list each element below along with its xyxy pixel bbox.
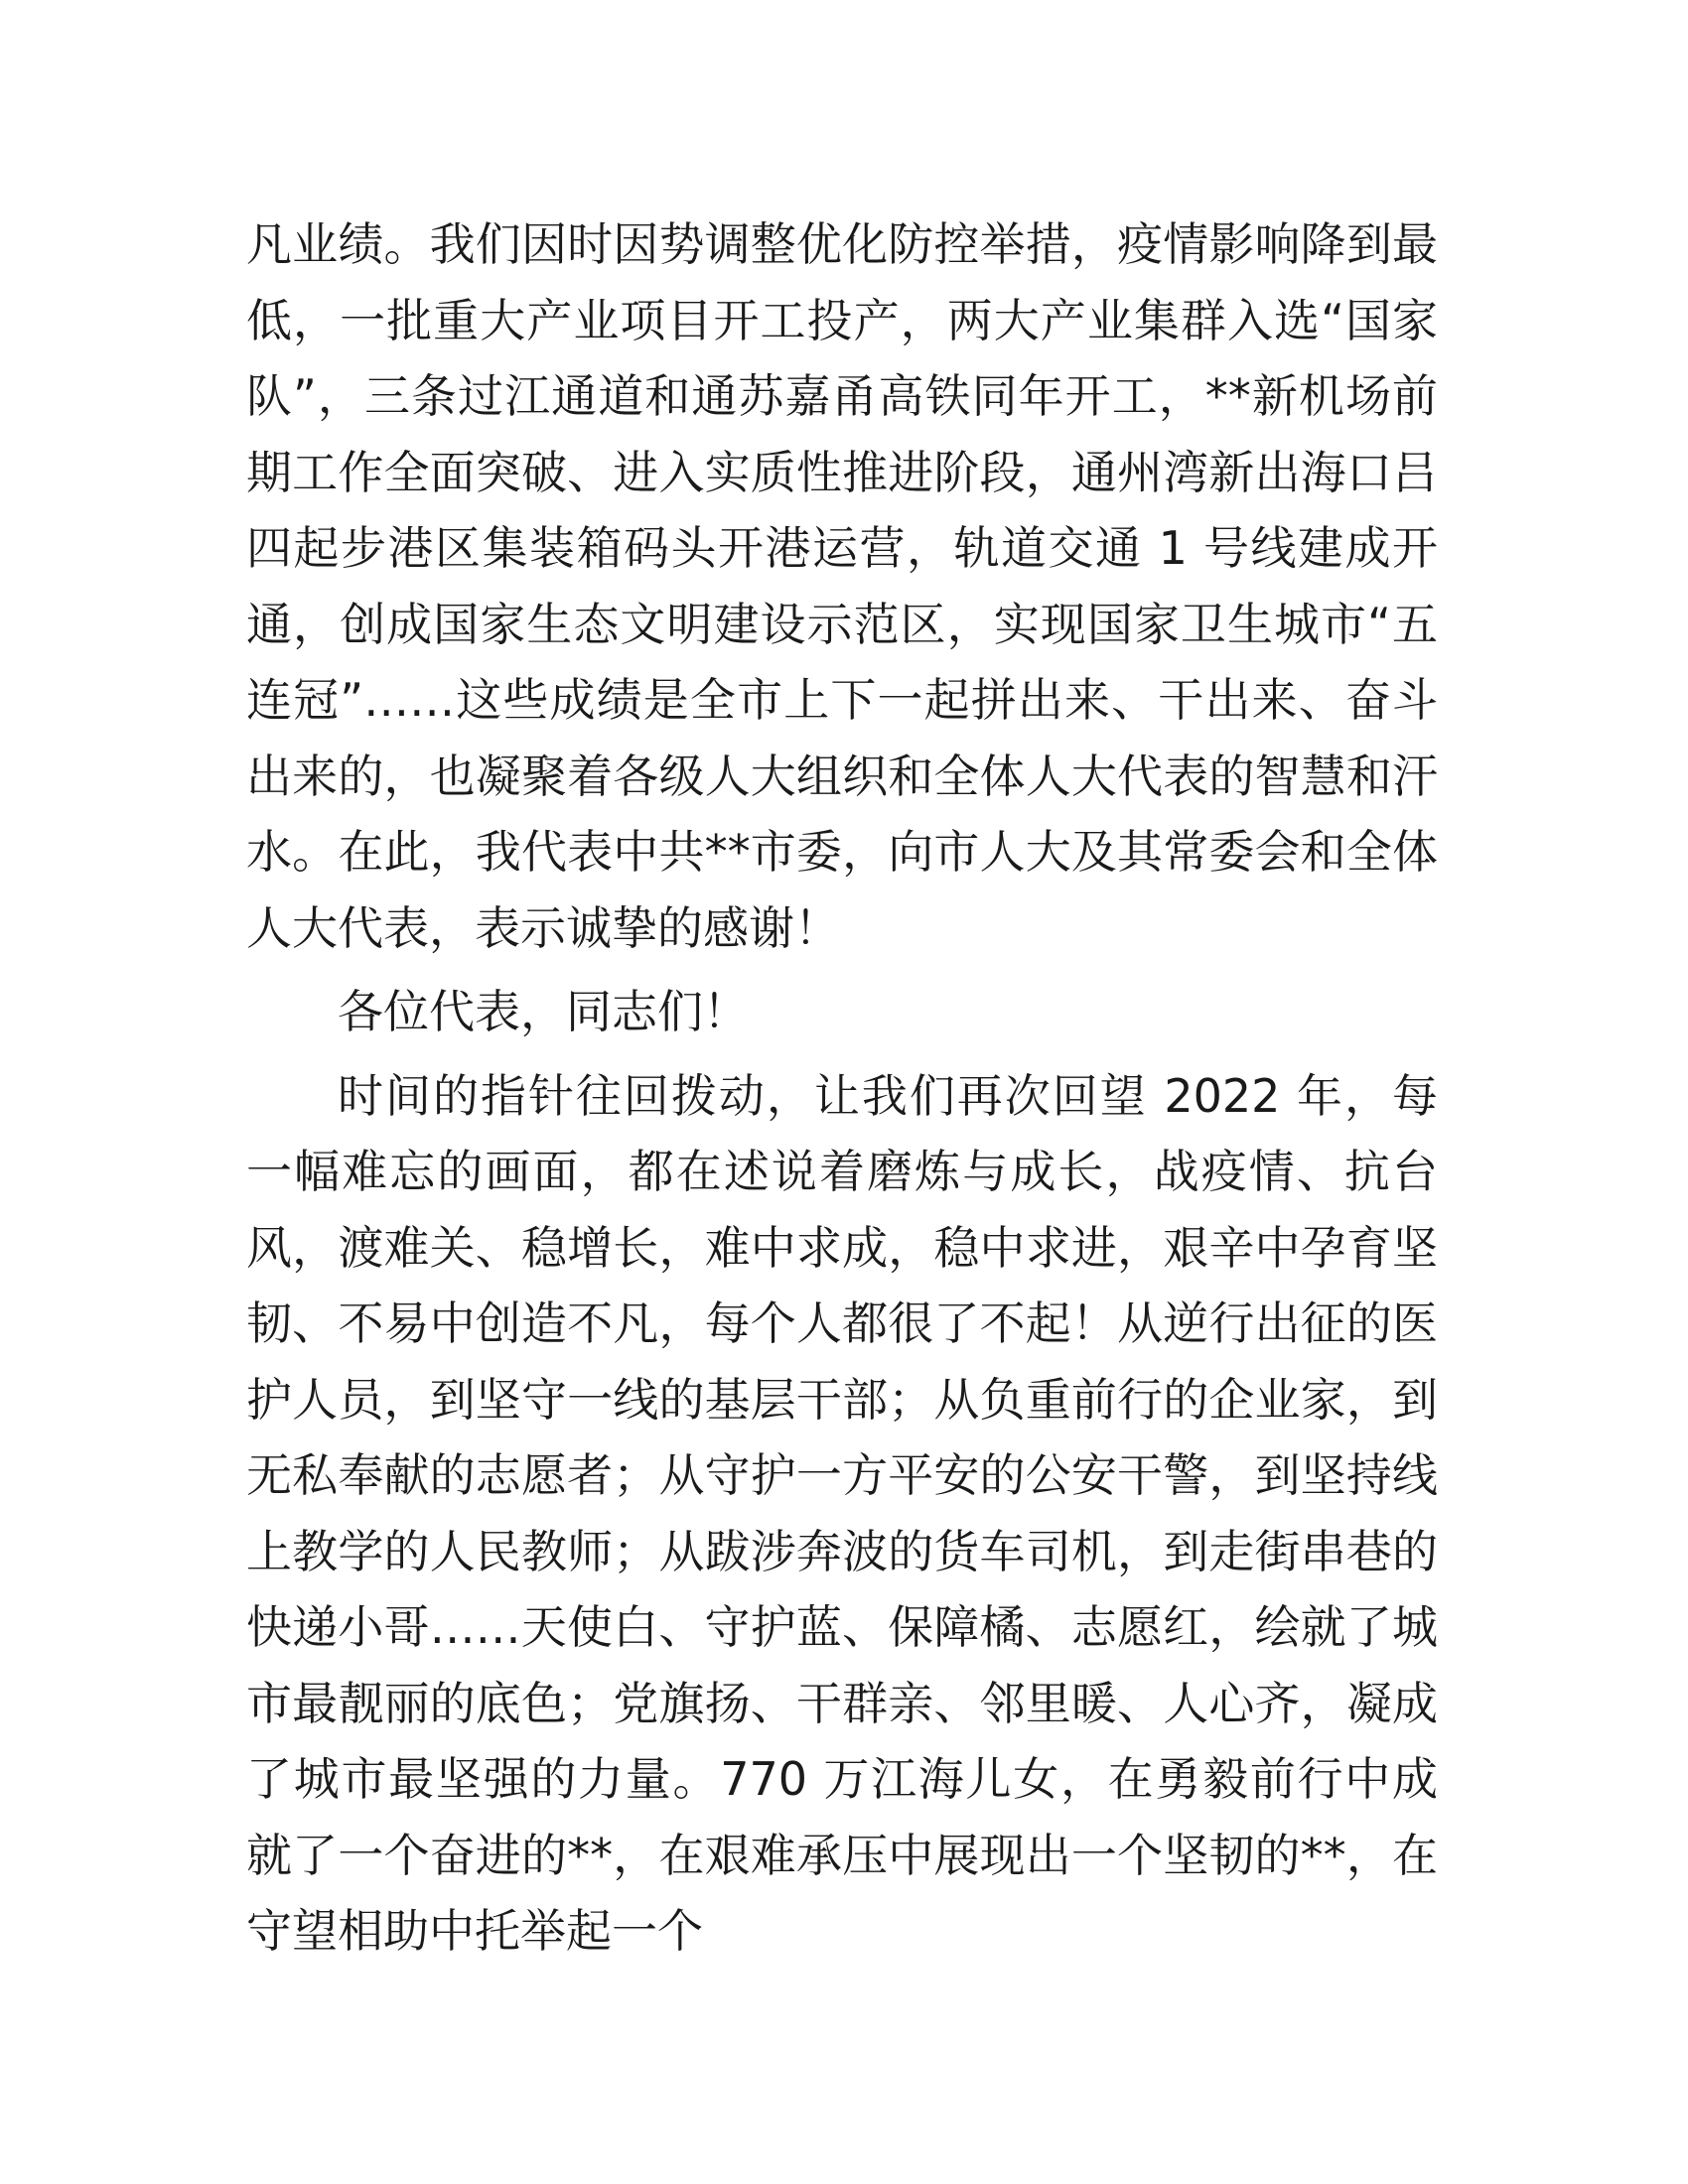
paragraph-continued: 凡业绩。我们因时因势调整优化防控举措，疫情影响降到最低，一批重大产业项目开工投产，两大产业集群入选“国家队”，三条过江通道和通苏嘉甬高铁同年开工，**新机场前期工作全面突破、进入实质性推进阶段，通州湾新出海口吕四起步港区集装箱码头开港运营，轨道交通 1 号线建成开通，创成国家生态文明建设示范区，实现国家卫生城市“五连冠”……这些成绩是全市上下一起拼出来、干出来、奋斗出来的，也凝聚着各级人大组织和全体人大代表的智慧和汗水。在此，我代表中共**市委，向市人大及其常委会和全体人大代表，表示诚挚的感谢！ (246, 217, 1438, 955)
paragraph-review: 时间的指针往回拨动，让我们再次回望 2022 年，每一幅难忘的画面，都在述说着磨炼与成长，战疫情、抗台风，渡难关、稳增长，难中求成，稳中求进，艰辛中孕育坚韧、不易中创造不凡，每个人都很了不起！从逆行出征的医护人员，到坚守一线的基层干部；从负重前行的企业家，到无私奉献的志愿者；从守护一方平安的公安干警，到坚持线上教学的人民教师；从跋涉奔波的货车司机，到走街串巷的快递小哥……天使白、守护蓝、保障橘、志愿红，绘就了城市最靓丽的底色；党旗扬、干群亲、邻里暖、人心齐，凝成了城市最坚强的力量。770 万江海儿女，在勇毅前行中成就了一个奋进的**，在艰难承压中展现出一个坚韧的**，在守望相助中托举起一个 (246, 1068, 1438, 1958)
body-text (246, 206, 1438, 1970)
paragraph-salutation: 各位代表，同志们！ (338, 985, 749, 1038)
